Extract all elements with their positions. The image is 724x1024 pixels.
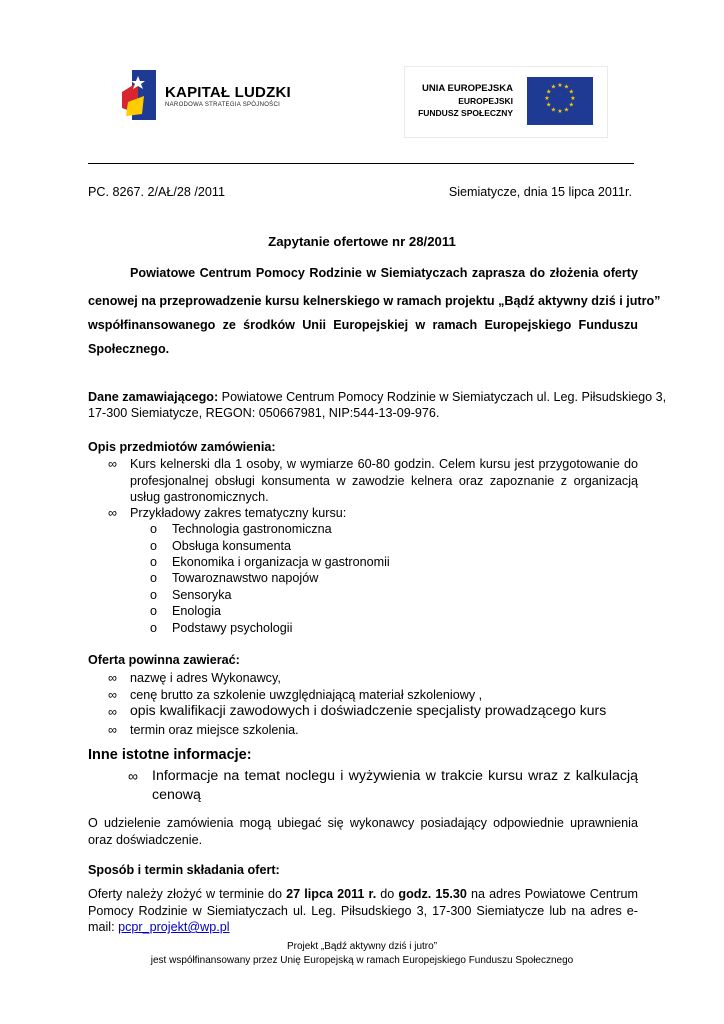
intro-line-3: współfinansowanego ze środków Unii Europejskiej w ramach Europejskiego Funduszu (88, 318, 638, 332)
kapital-ludzki-mark-icon (118, 68, 158, 122)
svg-text:★: ★ (546, 101, 552, 109)
eu-logo-text (418, 83, 513, 119)
svg-text:★: ★ (546, 88, 552, 96)
udzielenie-paragraph: O udzielenie zamówienia mogą ubiegać się wykonawcy posiadający odpowiednie uprawnienia oraz doświadczenie. (88, 816, 638, 847)
svg-text:★: ★ (570, 95, 576, 102)
email-link[interactable]: pcpr_projekt@wp.pl (118, 920, 230, 934)
bullet-icon: ∞ (108, 457, 117, 471)
oferty-text-2: do (376, 887, 399, 901)
eu-line-1: UNIA EUROPEJSKA (422, 83, 513, 94)
svg-text:★: ★ (557, 108, 563, 115)
oferta-item: cenę brutto za szkolenie uwzględniającą materiał szkoleniowy , (130, 688, 483, 702)
svg-text:★: ★ (563, 83, 570, 91)
sposob-heading: Sposób i termin składania ofert: (88, 863, 280, 877)
inne-heading: Inne istotne informacje: (88, 747, 252, 763)
oferty-deadline-time: godz. 15.30 (398, 887, 467, 901)
inne-item: Informacje na temat noclegu i wyżywienia w trakcie kursu wraz z kalkulacją cenową (152, 768, 638, 803)
kapital-ludzki-subtitle: NARODOWA STRATEGIA SPÓJNOŚCI (165, 102, 281, 108)
sub-bullet-icon: o (150, 555, 158, 569)
svg-text:★: ★ (563, 106, 570, 114)
bullet-icon: ∞ (108, 506, 117, 520)
sub-bullet-icon: o (150, 522, 158, 536)
svg-text:★: ★ (557, 82, 563, 89)
document-date: Siemiatycze, dnia 15 lipca 2011r. (448, 185, 632, 199)
oferta-item: nazwę i adres Wykonawcy, (130, 671, 281, 685)
bullet-icon: ∞ (128, 768, 138, 784)
bullet-icon: ∞ (108, 671, 117, 685)
intro-line-2: cenowej na przeprowadzenie kursu kelnerskiego w ramach projektu „Bądź aktywny dziś i jutro” (88, 294, 661, 308)
zakres-item: Enologia (172, 604, 222, 618)
bullet-icon: ∞ (108, 705, 117, 719)
zamawiajacy-line-2: 17-300 Siemiatycze, REGON: 050667981, NIP:544-13-09-976. (88, 406, 440, 420)
zamawiajacy-line-1 (88, 389, 666, 406)
document-reference: PC. 8267. 2/AŁ/28 /2011 (88, 185, 225, 199)
oferty-paragraph (88, 886, 638, 936)
zakres-item: Podstawy psychologii (172, 621, 293, 635)
zamawiajacy-text: Powiatowe Centrum Pomocy Rodzinie w Siemiatyczach ul. Leg. Piłsudskiego 3, (218, 390, 667, 404)
sub-bullet-icon: o (150, 539, 158, 553)
sub-bullet-icon: o (150, 604, 158, 618)
svg-text:★: ★ (544, 95, 550, 102)
oferta-heading: Oferta powinna zawierać: (88, 653, 240, 667)
eu-line-2: EUROPEJSKI (458, 96, 513, 106)
zakres-item: Sensoryka (172, 588, 232, 602)
kapital-ludzki-logo (118, 68, 308, 124)
eu-flag-icon (527, 77, 593, 125)
svg-text:★: ★ (550, 83, 557, 91)
footer-line-2: jest współfinansowany przez Unię Europejską w ramach Europejskiego Funduszu Społecznego (150, 955, 574, 966)
opis-item-1: Kurs kelnerski dla 1 osoby, w wymiarze 60-80 godzin. Celem kursu jest przygotowanie do profesjonalnej obsługi konsumenta w zawodzie kelnera oraz zapoznanie z organizacją usług gastronomicznych. (130, 457, 638, 504)
kapital-ludzki-title: KAPITAŁ LUDZKI (165, 84, 291, 101)
sub-bullet-icon: o (150, 621, 158, 635)
zakres-item: Technologia gastronomiczna (172, 522, 332, 536)
footer-line-1: Projekt „Bądź aktywny dziś i jutro” (286, 941, 438, 952)
sub-bullet-icon: o (150, 571, 158, 585)
zakres-item: Towaroznawstwo napojów (172, 571, 319, 585)
opis-heading: Opis przedmiotów zamówienia: (88, 440, 276, 454)
svg-text:★: ★ (550, 106, 557, 114)
zamawiajacy-label: Dane zamawiającego: (88, 390, 219, 404)
oferta-item: termin oraz miejsce szkolenia. (130, 723, 299, 737)
header-divider (88, 163, 634, 164)
bullet-icon: ∞ (108, 723, 117, 737)
svg-text:★: ★ (568, 101, 574, 109)
oferty-deadline-date: 27 lipca 2011 r. (286, 887, 377, 901)
zakres-item: Ekonomika i organizacja w gastronomii (172, 555, 390, 569)
intro-line-1: Powiatowe Centrum Pomocy Rodzinie w Siemiatyczach zaprasza do złożenia oferty (130, 266, 638, 280)
svg-text:★: ★ (568, 88, 574, 96)
sub-bullet-icon: o (150, 588, 158, 602)
intro-line-4: Społecznego. (88, 342, 170, 356)
oferty-text-3: na adres Powiatowe Centrum Pomocy Rodzinie w Siemiatyczach ul. Leg. Piłsudskiego 3, 17-300 Siemiatycze lub na adres e-mail: (88, 887, 639, 934)
opis-item-2: Przykładowy zakres tematyczny kursu: (130, 506, 347, 520)
oferta-item: opis kwalifikacji zawodowych i doświadczenie specjalisty prowadzącego kurs (130, 702, 607, 718)
eu-line-3: FUNDUSZ SPOŁECZNY (418, 108, 513, 118)
oferty-text-1: Oferty należy złożyć w terminie do (88, 887, 287, 901)
zakres-item: Obsługa konsumenta (172, 539, 292, 553)
document-title: Zapytanie ofertowe nr 28/2011 (268, 234, 456, 249)
bullet-icon: ∞ (108, 688, 117, 702)
eu-logo (404, 66, 608, 138)
